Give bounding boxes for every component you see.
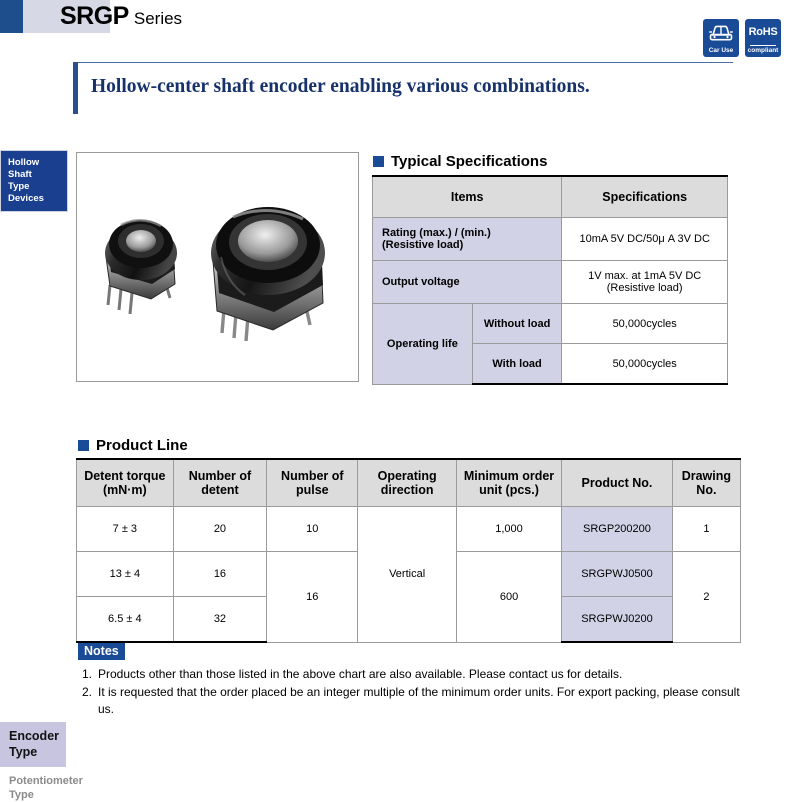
car-icon xyxy=(708,19,734,47)
product-number-of-pulse-merged: 16 xyxy=(267,552,358,643)
table-row xyxy=(373,261,728,304)
sidebar-tab-hollow-shaft-line2: Type Devices xyxy=(8,181,44,204)
note-2-number: 2. xyxy=(81,685,92,699)
list-item xyxy=(78,666,743,683)
section-marker-icon xyxy=(78,440,89,451)
product-col-number-of-pulse-line2: pulse xyxy=(295,483,329,497)
spec-row-operating-life-label: Operating life xyxy=(373,304,473,385)
note-1-text: Products other than those listed in the above chart are also available. Please contact us for details. xyxy=(98,667,623,681)
car-use-badge xyxy=(703,19,739,57)
product-row-2-detent-torque: 6.5 ± 4 xyxy=(77,597,174,643)
product-section-heading xyxy=(78,437,188,454)
note-2-text: It is requested that the order placed be an integer multiple of the minimum order units. For export packing, please consult us. xyxy=(98,685,740,716)
product-col-detent-torque-line1: Detent torque xyxy=(84,469,166,483)
table-header-row xyxy=(77,459,741,507)
spec-row-output-voltage-value-line1: 1V max. at 1mA 5V DC xyxy=(588,270,702,282)
spec-row-operating-life-with-load-label: With load xyxy=(472,344,562,385)
product-col-detent-torque-line2: (mN·m) xyxy=(102,483,147,497)
list-item xyxy=(78,684,743,718)
table-header-row xyxy=(373,176,728,218)
sidebar-tab-potentiometer-line2: Type xyxy=(9,789,34,801)
product-row-1-detent-torque: 13 ± 4 xyxy=(77,552,174,597)
note-1-number: 1. xyxy=(81,667,92,681)
table-row xyxy=(373,304,728,344)
product-photo xyxy=(76,152,359,382)
series-word: Series xyxy=(133,9,183,28)
section-marker-icon xyxy=(373,156,384,167)
product-col-product-no: Product No. xyxy=(562,459,673,507)
product-col-drawing-no-line1: Drawing xyxy=(681,469,732,483)
product-col-drawing-no xyxy=(672,459,740,507)
spec-row-rating-label-line2: (Resistive load) xyxy=(382,239,464,251)
page-title xyxy=(60,2,182,31)
sidebar-tab-encoder-line2: Type xyxy=(9,745,38,759)
title-band-accent-square xyxy=(0,0,23,33)
headline-rule xyxy=(73,62,733,63)
product-line-table xyxy=(76,458,741,643)
product-col-detent-torque xyxy=(77,459,174,507)
spec-col-items: Items xyxy=(373,176,562,218)
sidebar-tab-encoder-type[interactable] xyxy=(0,722,66,767)
sidebar-tab-hollow-shaft[interactable] xyxy=(0,150,68,212)
product-row-0-number-of-pulse: 10 xyxy=(267,507,358,552)
rohs-icon xyxy=(749,19,778,44)
series-code: SRGP xyxy=(60,2,129,30)
rohs-badge-divider xyxy=(750,45,776,46)
product-col-operating-direction xyxy=(358,459,456,507)
product-col-number-of-pulse xyxy=(267,459,358,507)
product-col-number-of-detent-line2: detent xyxy=(201,483,239,497)
spec-row-operating-life-with-load-value: 50,000cycles xyxy=(562,344,728,385)
product-row-0-minimum-order-unit: 1,000 xyxy=(456,507,561,552)
sidebar-tab-hollow-shaft-line1: Hollow Shaft xyxy=(8,157,40,180)
product-col-drawing-no-line2: No. xyxy=(696,483,717,497)
sidebar-tab-potentiometer-type[interactable] xyxy=(9,774,89,802)
typical-specifications-table xyxy=(372,175,728,385)
product-col-minimum-order-unit-line2: unit (pcs.) xyxy=(479,483,539,497)
spec-col-specifications: Specifications xyxy=(562,176,728,218)
spec-row-output-voltage-label: Output voltage xyxy=(373,261,562,304)
product-col-operating-direction-line2: direction xyxy=(380,483,434,497)
notes-list xyxy=(78,666,743,719)
car-use-badge-label: Car Use xyxy=(708,47,734,54)
spec-section-heading-text: Typical Specifications xyxy=(391,153,548,170)
headline-text: Hollow-center shaft encoder enabling various combinations. xyxy=(91,76,590,97)
spec-row-operating-life-without-load-label: Without load xyxy=(472,304,562,344)
product-col-number-of-pulse-line1: Number of xyxy=(281,469,344,483)
sidebar-tab-potentiometer-line1: Potentiometer xyxy=(9,775,83,787)
spec-section-heading xyxy=(373,153,547,170)
notes-tag: Notes xyxy=(78,643,125,660)
spec-row-rating-value: 10mA 5V DC/50μ A 3V DC xyxy=(562,218,728,261)
rohs-badge xyxy=(745,19,781,57)
product-row-2-product-no: SRGPWJ0200 xyxy=(562,597,673,643)
product-row-1-product-no: SRGPWJ0500 xyxy=(562,552,673,597)
table-row xyxy=(373,218,728,261)
product-col-number-of-detent-line1: Number of xyxy=(188,469,252,483)
certification-badges xyxy=(703,19,781,57)
table-row xyxy=(77,507,741,552)
rohs-badge-top-text: RoHS xyxy=(748,25,778,38)
product-section-heading-text: Product Line xyxy=(96,437,188,454)
spec-row-output-voltage-value-line2: (Resistive load) xyxy=(606,282,683,294)
rohs-badge-label: compliant xyxy=(747,47,779,54)
product-row-0-product-no: SRGP200200 xyxy=(562,507,673,552)
product-col-number-of-detent xyxy=(173,459,267,507)
product-operating-direction-value: Vertical xyxy=(358,507,456,643)
product-minimum-order-unit-merged: 600 xyxy=(456,552,561,643)
spec-row-output-voltage-value xyxy=(562,261,728,304)
product-row-0-drawing-no: 1 xyxy=(672,507,740,552)
product-row-0-detent-torque: 7 ± 3 xyxy=(77,507,174,552)
spec-row-rating-label-line1: Rating (max.) / (min.) xyxy=(382,227,491,239)
product-row-2-number-of-detent: 32 xyxy=(173,597,267,643)
product-col-minimum-order-unit xyxy=(456,459,561,507)
product-drawing-no-merged: 2 xyxy=(672,552,740,643)
headline-accent-bar xyxy=(73,62,78,114)
product-col-minimum-order-unit-line1: Minimum order xyxy=(463,469,555,483)
product-row-1-number-of-detent: 16 xyxy=(173,552,267,597)
sidebar-tab-encoder-line1: Encoder xyxy=(9,729,60,743)
product-row-0-number-of-detent: 20 xyxy=(173,507,267,552)
product-col-operating-direction-line1: Operating xyxy=(377,469,437,483)
spec-row-operating-life-without-load-value: 50,000cycles xyxy=(562,304,728,344)
spec-row-rating-label xyxy=(373,218,562,261)
